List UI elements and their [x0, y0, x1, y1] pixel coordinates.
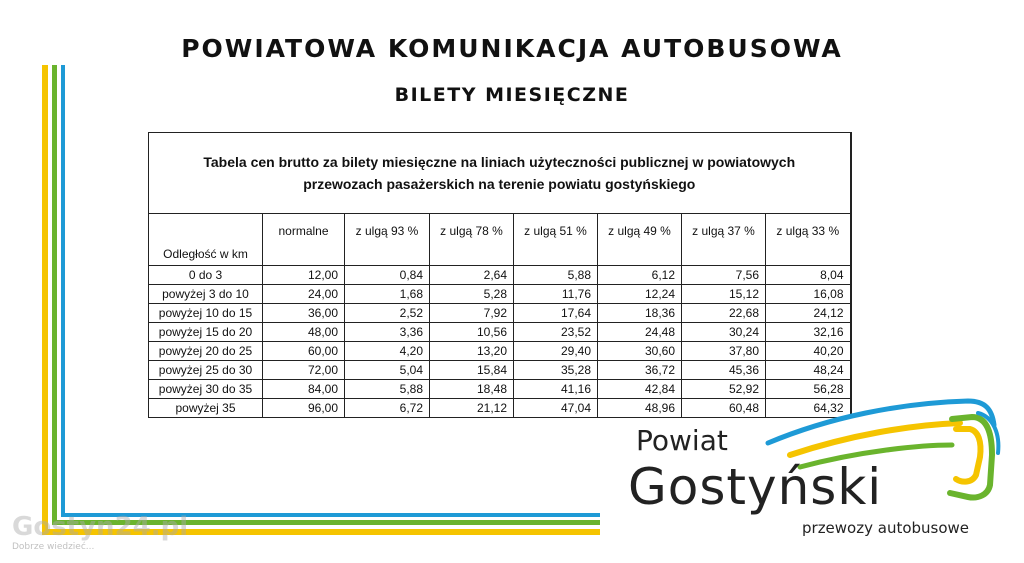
cell-price: 11,76	[514, 285, 598, 304]
table-row	[149, 323, 851, 342]
cell-price: 60,48	[682, 399, 766, 418]
cell-price: 23,52	[514, 323, 598, 342]
page-subtitle: BILETY MIESIĘCZNE	[394, 84, 630, 106]
cell-price: 48,24	[766, 361, 851, 380]
cell-price: 15,12	[682, 285, 766, 304]
cell-price: 48,96	[598, 399, 682, 418]
cell-distance: powyżej 20 do 25	[149, 342, 263, 361]
cell-price: 8,04	[766, 266, 851, 285]
column-header-33: z ulgą 33 %	[766, 214, 851, 266]
table-caption	[149, 133, 851, 214]
cell-price: 84,00	[263, 380, 345, 399]
cell-distance: powyżej 30 do 35	[149, 380, 263, 399]
cell-price: 22,68	[682, 304, 766, 323]
cell-distance: powyżej 3 do 10	[149, 285, 263, 304]
table-header-row	[149, 214, 851, 266]
cell-price: 52,92	[682, 380, 766, 399]
column-header-normal: normalne	[263, 214, 345, 266]
cell-price: 18,48	[430, 380, 514, 399]
cell-price: 16,08	[766, 285, 851, 304]
logo-tagline: przewozy autobusowe	[802, 519, 970, 537]
cell-price: 6,12	[598, 266, 682, 285]
cell-price: 24,12	[766, 304, 851, 323]
cell-price: 29,40	[514, 342, 598, 361]
cell-price: 41,16	[514, 380, 598, 399]
cell-price: 30,24	[682, 323, 766, 342]
watermark-sub: Dobrze wiedzieć...	[12, 542, 95, 552]
cell-distance: powyżej 10 do 15	[149, 304, 263, 323]
logo-text-powiat: Powiat	[636, 424, 728, 457]
price-table-container	[148, 132, 850, 418]
cell-price: 12,24	[598, 285, 682, 304]
cell-price: 64,32	[766, 399, 851, 418]
cell-price: 56,28	[766, 380, 851, 399]
cell-price: 24,00	[263, 285, 345, 304]
cell-price: 48,00	[263, 323, 345, 342]
cell-price: 12,00	[263, 266, 345, 285]
cell-price: 40,20	[766, 342, 851, 361]
column-header-distance: Odległość w km	[149, 214, 263, 266]
cell-price: 5,04	[345, 361, 430, 380]
column-header-51: z ulgą 51 %	[514, 214, 598, 266]
cell-price: 36,00	[263, 304, 345, 323]
cell-price: 15,84	[430, 361, 514, 380]
cell-price: 32,16	[766, 323, 851, 342]
logo-text-gostynski: Gostyński	[628, 458, 883, 516]
table-row	[149, 342, 851, 361]
cell-price: 18,36	[598, 304, 682, 323]
cell-price: 5,28	[430, 285, 514, 304]
cell-price: 3,36	[345, 323, 430, 342]
watermark: Gostyn24.pl	[12, 512, 189, 542]
cell-price: 2,64	[430, 266, 514, 285]
table-row	[149, 285, 851, 304]
column-header-49: z ulgą 49 %	[598, 214, 682, 266]
cell-price: 36,72	[598, 361, 682, 380]
cell-price: 72,00	[263, 361, 345, 380]
cell-price: 5,88	[514, 266, 598, 285]
column-header-93: z ulgą 93 %	[345, 214, 430, 266]
cell-price: 10,56	[430, 323, 514, 342]
table-caption-line2: przewozach pasażerskich na terenie powiatu gostyńskiego	[303, 176, 696, 192]
cell-price: 17,64	[514, 304, 598, 323]
cell-price: 47,04	[514, 399, 598, 418]
cell-price: 4,20	[345, 342, 430, 361]
price-table	[148, 132, 852, 418]
cell-price: 24,48	[598, 323, 682, 342]
cell-price: 30,60	[598, 342, 682, 361]
cell-price: 21,12	[430, 399, 514, 418]
cell-price: 1,68	[345, 285, 430, 304]
table-caption-line1: Tabela cen brutto za bilety miesięczne na liniach użyteczności publicznej w powiatowych	[203, 154, 796, 170]
cell-price: 35,28	[514, 361, 598, 380]
cell-price: 45,36	[682, 361, 766, 380]
cell-price: 96,00	[263, 399, 345, 418]
cell-price: 2,52	[345, 304, 430, 323]
page-title: POWIATOWA KOMUNIKACJA AUTOBUSOWA	[181, 34, 843, 63]
cell-price: 0,84	[345, 266, 430, 285]
cell-price: 60,00	[263, 342, 345, 361]
column-header-37: z ulgą 37 %	[682, 214, 766, 266]
cell-distance: powyżej 25 do 30	[149, 361, 263, 380]
table-row	[149, 304, 851, 323]
cell-price: 13,20	[430, 342, 514, 361]
cell-distance: powyżej 15 do 20	[149, 323, 263, 342]
table-row	[149, 266, 851, 285]
table-row	[149, 361, 851, 380]
cell-price: 6,72	[345, 399, 430, 418]
cell-distance: 0 do 3	[149, 266, 263, 285]
cell-price: 5,88	[345, 380, 430, 399]
cell-price: 7,56	[682, 266, 766, 285]
cell-distance: powyżej 35	[149, 399, 263, 418]
column-header-78: z ulgą 78 %	[430, 214, 514, 266]
cell-price: 42,84	[598, 380, 682, 399]
cell-price: 37,80	[682, 342, 766, 361]
cell-price: 7,92	[430, 304, 514, 323]
